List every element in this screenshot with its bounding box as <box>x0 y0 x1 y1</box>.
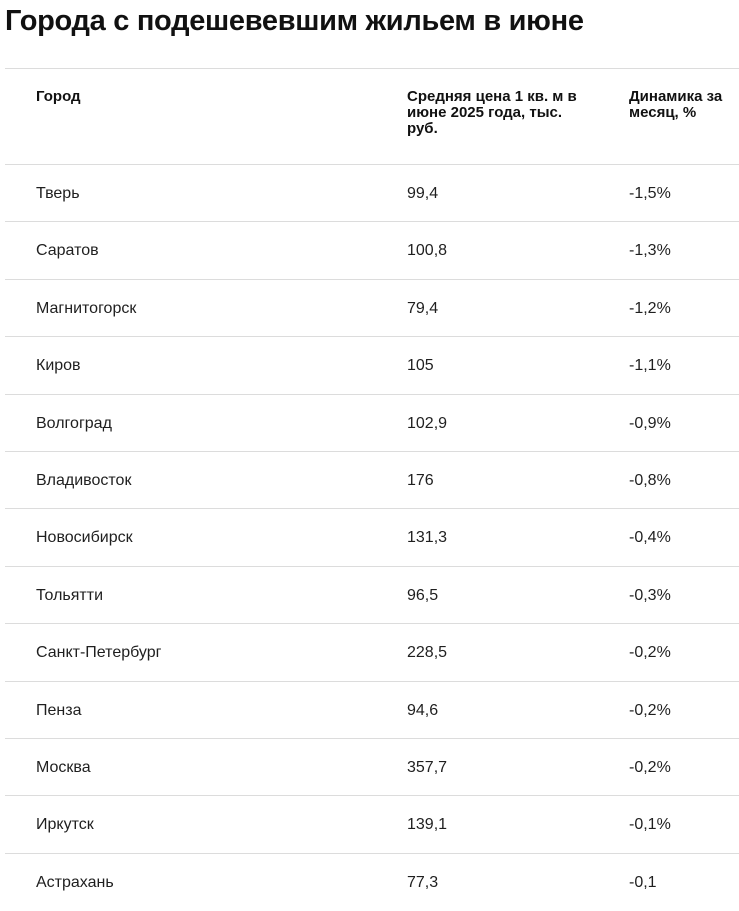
cell-dynamics: -0,1% <box>629 816 671 834</box>
cell-city: Новосибирск <box>36 529 133 547</box>
header-city: Город <box>36 88 81 105</box>
table-row <box>5 796 739 853</box>
cell-city: Владивосток <box>36 471 132 489</box>
table-row <box>5 280 739 337</box>
table-row <box>5 165 739 222</box>
table-row <box>5 337 739 394</box>
header-dynamics: Динамика за месяц, % <box>629 88 723 121</box>
cell-price: 94,6 <box>407 701 439 719</box>
table-row <box>5 854 739 911</box>
cell-price: 105 <box>407 357 434 375</box>
cell-price: 131,3 <box>407 529 448 547</box>
cell-price: 228,5 <box>407 644 448 662</box>
cell-price: 77,3 <box>407 873 439 891</box>
cell-price: 139,1 <box>407 816 448 834</box>
cell-price: 102,9 <box>407 414 448 432</box>
cell-city: Саратов <box>36 242 99 260</box>
cell-dynamics: -0,2% <box>629 644 671 662</box>
table-row <box>5 567 739 624</box>
cell-dynamics: -0,9% <box>629 414 671 432</box>
cell-price: 357,7 <box>407 758 448 776</box>
cell-price: 96,5 <box>407 586 439 604</box>
cell-city: Иркутск <box>36 816 94 834</box>
cell-price: 100,8 <box>407 242 448 260</box>
cell-city: Москва <box>36 758 91 776</box>
cell-city: Пенза <box>36 701 82 719</box>
cell-dynamics: -0,2% <box>629 758 671 776</box>
table-row <box>5 682 739 739</box>
table-row <box>5 509 739 566</box>
cell-dynamics: -1,5% <box>629 185 671 202</box>
cell-price: 79,4 <box>407 299 439 317</box>
cell-price: 176 <box>407 471 434 489</box>
cell-dynamics: -0,1 <box>629 873 657 891</box>
page-title: Города с подешевевшим жильем в июне <box>5 5 584 37</box>
cell-dynamics: -1,3% <box>629 242 671 260</box>
table-row <box>5 452 739 509</box>
cell-price: 99,4 <box>407 185 439 202</box>
table-row <box>5 395 739 452</box>
header-price: Средняя цена 1 кв. м в июне 2025 года, тыс. руб. <box>407 88 577 137</box>
cell-city: Волгоград <box>36 414 112 432</box>
table-row <box>5 739 739 796</box>
table-header <box>5 69 739 165</box>
cell-city: Тверь <box>36 185 80 202</box>
cell-dynamics: -0,2% <box>629 701 671 719</box>
table-row <box>5 222 739 279</box>
cell-dynamics: -1,1% <box>629 357 671 375</box>
price-table <box>5 68 739 911</box>
cell-city: Астрахань <box>36 873 114 891</box>
cell-city: Киров <box>36 357 81 375</box>
cell-city: Магнитогорск <box>36 299 137 317</box>
cell-dynamics: -0,4% <box>629 529 671 547</box>
cell-city: Тольятти <box>36 586 103 604</box>
cell-dynamics: -0,8% <box>629 471 671 489</box>
cell-city: Санкт-Петербург <box>36 644 162 662</box>
cell-dynamics: -1,2% <box>629 299 671 317</box>
table-row <box>5 624 739 681</box>
cell-dynamics: -0,3% <box>629 586 671 604</box>
